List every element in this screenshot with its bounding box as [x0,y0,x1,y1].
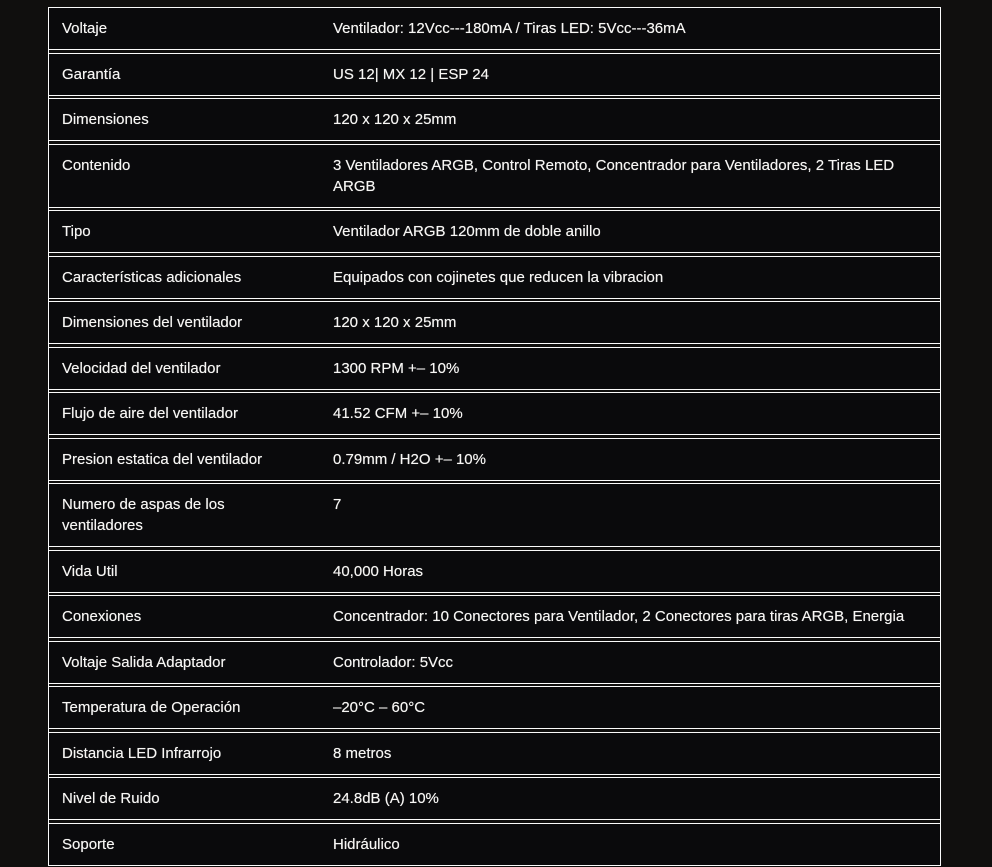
spec-value: 3 Ventiladores ARGB, Control Remoto, Concentrador para Ventiladores, 2 Tiras LED ARGB [333,156,895,195]
spec-value: 1300 RPM +– 10% [333,359,460,377]
spec-row [49,686,940,729]
spec-label: Garantía [62,65,121,83]
spec-value: 40,000 Horas [333,562,424,580]
spec-value: 41.52 CFM +– 10% [333,405,463,422]
spec-value: Ventilador ARGB 120mm de doble anillo [333,223,601,240]
spec-label: Tipo [62,223,91,240]
spec-label: Numero de aspas de los ventiladores [62,496,225,534]
spec-value: 7 [333,496,342,513]
spec-row [49,777,940,820]
spec-value: Ventilador: 12Vcc---180mA / Tiras LED: 5Vcc---36mA [333,20,686,37]
spec-label: Contenido [62,156,131,174]
spec-row [49,256,940,299]
spec-row [49,823,940,866]
spec-label: Conexiones [62,608,142,625]
spec-row [49,483,940,547]
spec-label: Dimensiones del ventilador [62,314,243,331]
spec-label: Presion estatica del ventilador [62,450,263,468]
spec-label: Nivel de Ruido [62,790,160,807]
spec-label: Soporte [62,835,115,853]
spec-row [49,550,940,593]
spec-value: 24.8dB (A) 10% [333,790,439,807]
spec-value: 120 x 120 x 25mm [333,314,457,331]
spec-label: Velocidad del ventilador [62,359,221,377]
spec-label: Distancia LED Infrarrojo [62,744,222,762]
spec-row [49,392,940,435]
spec-row [49,595,940,638]
spec-row [49,732,940,775]
spec-value: –20°C – 60°C [333,699,426,716]
spec-row [49,301,940,344]
spec-row [49,347,940,390]
spec-label: Temperatura de Operación [62,699,241,716]
spec-label: Dimensiones [62,111,149,128]
spec-value: Equipados con cojinetes que reducen la vibracion [333,268,664,286]
spec-row [49,210,940,253]
spec-label: Voltaje [62,20,108,37]
spec-label: Características adicionales [62,268,242,286]
spec-value: 0.79mm / H2O +– 10% [333,450,486,468]
spec-label: Vida Util [62,562,118,580]
specifications-table [48,7,941,866]
spec-value: 8 metros [333,744,392,762]
spec-row [49,438,940,481]
spec-label: Voltaje Salida Adaptador [62,653,226,671]
spec-value: 120 x 120 x 25mm [333,111,457,128]
spec-row [49,641,940,684]
spec-value: US 12| MX 12 | ESP 24 [333,65,489,83]
spec-row [49,98,940,141]
spec-value: Concentrador: 10 Conectores para Ventilador, 2 Conectores para tiras ARGB, Energia [333,608,905,625]
spec-row [49,7,940,50]
spec-label: Flujo de aire del ventilador [62,405,238,422]
spec-row [49,144,940,208]
spec-value: Hidráulico [333,835,400,853]
spec-value: Controlador: 5Vcc [333,653,454,671]
spec-row [49,53,940,96]
